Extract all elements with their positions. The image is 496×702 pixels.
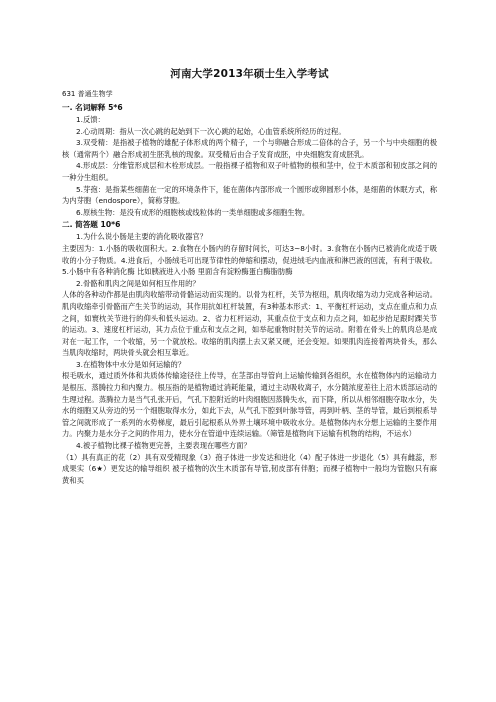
definition-item: 4.形成层：分维管形成层和木栓形成层。一般指裸子植物和双子叶植物的根和茎中，位于木质部和韧皮部之间的一种分生组织。 bbox=[62, 161, 437, 182]
section-heading-short-answer: 二. 简答题 10*6 bbox=[62, 220, 121, 230]
section-heading-definitions: 一. 名词解释 5*6 bbox=[62, 103, 123, 112]
answer-4: （1）具有真正的花（2）具有双受精现象（3）孢子体进一步发达和进化（4）配子体进一步退化（5）具有雌蕊，形成果实（6★）更发达的输导组织 被子植物的次生木质部有导管,韧皮部有伴胞；而裸子植物中一般均为管胞(只有麻黄和买 bbox=[62, 452, 437, 485]
page-title: 河南大学2013年硕士生入学考试 bbox=[170, 68, 329, 80]
definition-item: 2.心动周期：指从一次心跳的起始到下一次心跳的起始，心血管系统所经历的过程。 bbox=[76, 126, 346, 136]
definition-item: 5.芽孢：是指某些细菌在一定的环境条件下，能在菌体内部形成一个圆形或卵圆形小体，是细菌的休眠方式，称为内芽胞（endospore），简称芽胞。 bbox=[62, 184, 437, 206]
definition-item: 3.双受精：是指被子植物的雄配子体形成的两个精子，一个与卵融合形成二倍体的合子，另一个与中央细胞的极核（通常两个）融合形成初生胚乳核的现象。双受精后由合子发育成胚，中央细胞发育成胚乳。 bbox=[62, 138, 437, 159]
definition-item: 6.原核生物：是没有成形的细胞核或线粒体的一类单细胞或多细胞生物。 bbox=[76, 207, 310, 217]
question-3: 3.在植物体中水分是如何运输的？ bbox=[76, 359, 186, 369]
definition-item: 1.反馈： bbox=[76, 115, 105, 124]
question-1: 1.为什么说小肠是主要的消化吸收器官？ bbox=[76, 232, 208, 242]
answer-2: 人体的各种动作都是由肌肉收缩带动骨骼运动而实现的。以骨为杠杆，关节为枢纽，肌肉收缩为动力完成各种运动。肌肉收缩牵引骨骼而产生关节的运动，其作用抗如杠杆装置，有3种基本形式：1、平衡杠杆运动，支点在重点和力点之间，如寰枕关节进行的仰头和低头运动。2、省力杠杆运动，其重点位于支点和力点之间，如起步抬足跟时踝关节的运动。3、速度杠杆运动，其力点位于重点和支点之间，如举起重物时肘关节的运动。附着在骨头上的肌肉总是成对在一起工作，一个收缩，另一个就放松。收缩的肌肉摆上去又紧又硬，还会变短。如果肌肉连接着两块骨头，那么当肌肉收缩时，两块骨头就会相互靠近。 bbox=[62, 290, 437, 358]
course-code: 631 普通生物学 bbox=[62, 90, 113, 98]
answer-1: 主要因为：1.小肠的吸收面积大。2.食物在小肠内的存留时间长，可达3~8小时。3.食物在小肠内已被消化成适于吸收的小分子物质。4.进食后，小肠绒毛可出现节律性的伸缩和摆动，促进绒毛内血液和淋巴液的回流，有利于吸收。5.小肠中有各种消化酶 比如胰液进入小肠 里面含有淀粉酶蛋白酶脂肪酶 bbox=[62, 243, 437, 277]
answer-3: 根毛吸水，通过质外体和共质体传输途径往上传导，在茎部由导管向上运输传输到各组织，水在植物体内的运输动力是根压、蒸腾拉力和内聚力。根压指的是植物通过消耗能量，通过主动吸收离子，水分随浓度差往上沿木质部运动的生理过程。蒸腾拉力是当气孔张开后，气孔下腔附近的叶肉细胞因蒸腾失水，而下降，所以从相邻细胞夺取水分，失水的细胞又从旁边的另一个细胞取得水分，如此下去，从气孔下腔到叶脉导管，再到叶柄、茎的导管，最后到根系导管之间就形成了一系列的水势梯度，最后引起根系从外界土壤环境中吸收水分。是植物体内水分想上运输的主要作用力。内聚力是水分子之间的作用力，使水分在管道中连续运输。（筛管是植物向下运输有机物的结构，不运水） bbox=[62, 371, 437, 439]
question-4: 4.被子植物比裸子植物更完善，主要表现在哪些方面？ bbox=[76, 441, 251, 451]
question-2: 2.骨骼和肌肉之间是如何相互作用的？ bbox=[76, 278, 200, 288]
